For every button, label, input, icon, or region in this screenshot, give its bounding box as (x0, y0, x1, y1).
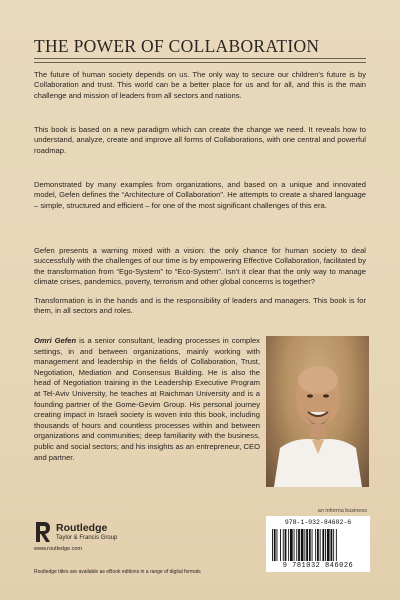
blurb-paragraph-2: This book is based on a new paradigm which can create the change we need. It reveals how to understand, analyze, create and improve all forms of Collaborations, with one central and powerful roadmap. (34, 124, 366, 155)
barcode-bar (315, 529, 316, 561)
blurb-paragraph-5: Transformation is in the hands and is the responsibility of leaders and managers. This book is for them, in all sectors and roles. (34, 295, 366, 316)
barcode-bar (288, 529, 289, 561)
barcode-bar (317, 529, 319, 561)
title-top-rule (34, 58, 366, 59)
barcode-bar (336, 529, 337, 561)
publisher-group: Taylor & Francis Group (56, 535, 118, 541)
barcode-bar (272, 529, 273, 561)
blurb-paragraph-3: Demonstrated by many examples from organizations, and based on a unique and innovated model, Gefen defines the “Architecture of Collaboration”. He attempts to create a shared language – simple, structured and efficient – for one of the most significant challenges of this era. (34, 179, 366, 210)
author-portrait-illustration (266, 336, 369, 487)
barcode-bar (312, 529, 313, 561)
barcode-bar (285, 529, 287, 561)
blurb-paragraph-4: Gefen presents a warning mixed with a vision: the only chance for human society to deal successfully with the challenges of our time is by empowering Effective Collaboration, facilitated by the transformation from “Ego-System” to “Eco-System”. Isn't it clear that the only way to manage climate crises, pandemics, poverty, terrorism and other global concerns is together? (34, 245, 366, 287)
blurb-paragraph-1: The future of human society depends on us. The only way to secure our children's future is by Collaboration and trust. This world can be a better place for us and for all, and this is the main challenge and mission of leaders from all sectors and nations. (34, 69, 366, 100)
isbn-digits: 9 781032 846026 (282, 562, 354, 570)
barcode-bar (274, 529, 276, 561)
author-bio (34, 336, 260, 463)
author-bio-text: is a senior consultant, leading processes in complex settings, in and between organizations, mainly working with management and leadership in the fields of Collaboration, Trust, Negotiation, Mediation and Consensus Building. He is also the head of Negotiation training in the Leadership Executive Program at Tel-Aviv University, he teaches at Raichman University and is a founding partner of the Gome-Gevim Group. His personal journey creating impact in Israeli society is woven into this book, including thousands of hours and countless processes within and between organizations and communities; deep familiarity with the business, public and social sectors; and his insights as an entrepreneur, CEO and partner. (34, 336, 260, 462)
author-photo (266, 336, 369, 487)
barcode-bar (304, 529, 305, 561)
barcode-bar (296, 529, 297, 561)
barcode-bar (333, 529, 334, 561)
barcode-bar (327, 529, 330, 561)
ebook-note: Routledge titles are available as eBook editions in a range of digital formats (34, 569, 201, 575)
barcode-bar (280, 529, 281, 561)
barcode-bar (290, 529, 293, 561)
routledge-logo-icon (34, 520, 52, 549)
isbn-barcode (266, 516, 370, 572)
barcode-bar (277, 529, 278, 561)
author-name: Omri Gefen (34, 336, 77, 345)
barcode-bar (320, 529, 321, 561)
barcode-bar (325, 529, 326, 561)
book-title: THE POWER OF COLLABORATION (34, 36, 320, 56)
barcode-bar (306, 529, 308, 561)
publisher-name: Routledge (56, 522, 108, 534)
barcode-bar (309, 529, 311, 561)
barcode-bar (301, 529, 304, 561)
title-bottom-rule (34, 62, 366, 63)
barcode-bar (331, 529, 333, 561)
isbn-label: 978-1-032-84602-6 (284, 519, 352, 526)
barcode-bar (298, 529, 300, 561)
barcode-bars (272, 529, 364, 561)
barcode-bar (283, 529, 284, 561)
barcode-bar (322, 529, 324, 561)
barcode-bar (294, 529, 295, 561)
publisher-tagline: an informa business (317, 508, 367, 514)
publisher-url: www.routledge.com (34, 546, 82, 552)
